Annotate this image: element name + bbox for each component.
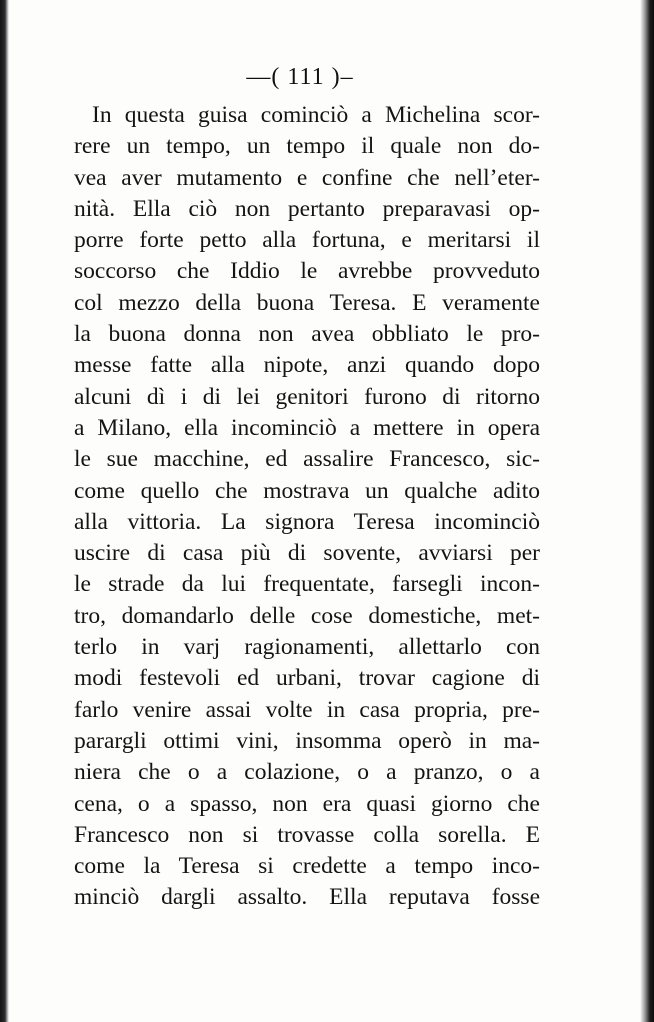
page-left-edge-shadow bbox=[0, 0, 9, 1022]
text-line: come la Teresa si credette a tempo inco- bbox=[74, 853, 540, 880]
page-right-edge-shadow bbox=[640, 0, 654, 1022]
text-line: la buona donna non avea obbliato le pro- bbox=[74, 321, 540, 348]
text-line: rere un tempo, un tempo il quale non do- bbox=[74, 133, 540, 160]
text-line: nità. Ella ciò non pertanto preparavasi op- bbox=[74, 195, 540, 222]
body-text bbox=[74, 100, 540, 914]
text-line: uscire di casa più di sovente, avviarsi per bbox=[74, 540, 540, 567]
text-line: le strade da lui frequentate, farsegli incon- bbox=[74, 571, 540, 598]
text-line: niera che o a colazione, o a pranzo, o a bbox=[74, 759, 540, 786]
text-line: col mezzo della buona Teresa. E veramente bbox=[74, 289, 540, 316]
text-line: Francesco non si trovasse colla sorella. E bbox=[74, 821, 540, 848]
text-line: tro, domandarlo delle cose domestiche, met- bbox=[74, 602, 540, 629]
text-line: porre forte petto alla fortuna, e meritarsi il bbox=[74, 227, 540, 254]
text-line: a Milano, ella incominciò a mettere in opera bbox=[74, 414, 540, 441]
text-line: farlo venire assai volte in casa propria, pre- bbox=[74, 696, 540, 723]
text-line: cena, o a spasso, non era quasi giorno che bbox=[74, 790, 540, 817]
text-line: minciò dargli assalto. Ella reputava fosse bbox=[74, 884, 540, 911]
page-number: —( 111 )– bbox=[246, 64, 354, 90]
text-line: le sue macchine, ed assalire Francesco, sic- bbox=[74, 446, 540, 473]
text-line: alcuni dì i di lei genitori furono di ritorno bbox=[74, 383, 540, 410]
text-line: alla vittoria. La signora Teresa incominciò bbox=[74, 508, 540, 535]
text-line: modi festevoli ed urbani, trovar cagione di bbox=[74, 665, 540, 692]
text-line: terlo in varj ragionamenti, allettarlo con bbox=[74, 634, 540, 661]
text-line: messe fatte alla nipote, anzi quando dopo bbox=[74, 352, 540, 379]
text-line: soccorso che Iddio le avrebbe provveduto bbox=[74, 258, 540, 285]
text-line: In questa guisa cominciò a Michelina scor- bbox=[92, 102, 540, 128]
text-line: vea aver mutamento e confine che nell’eter- bbox=[74, 164, 540, 191]
text-line: come quello che mostrava un qualche adito bbox=[74, 477, 540, 504]
text-line: parargli ottimi vini, insomma operò in ma- bbox=[74, 727, 540, 754]
